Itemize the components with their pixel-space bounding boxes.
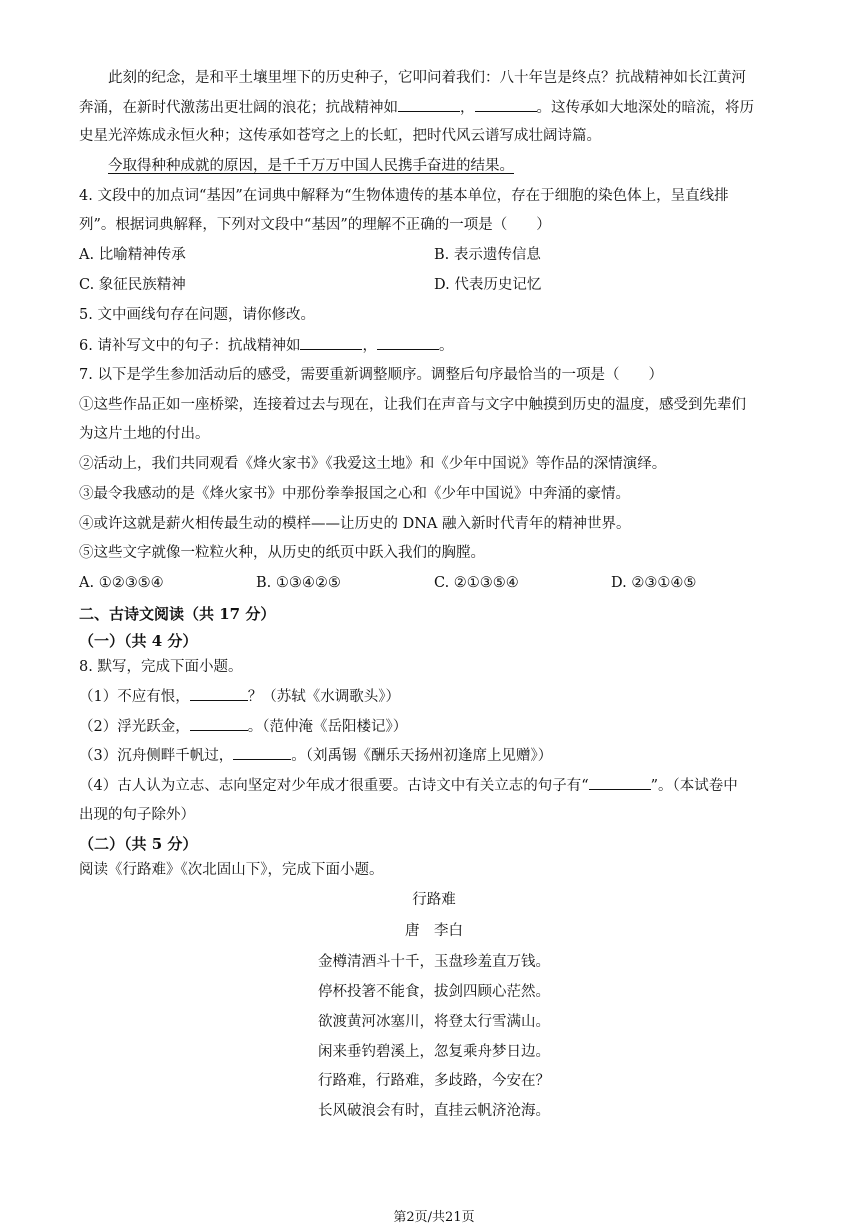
poem-line: 长风破浪会有时，直挂云帆济沧海。	[318, 1103, 550, 1119]
section-title: 二、古诗文阅读（共 17 分）	[79, 605, 276, 623]
option-c[interactable]: C. ②①③⑤④	[434, 575, 519, 591]
fill-blank[interactable]	[300, 335, 362, 350]
option-d[interactable]: D. ②③①④⑤	[611, 575, 697, 591]
question-7-stem: 7. 以下是学生参加活动后的感受，需要重新调整顺序。调整后句序最恰当的一项是（ ）	[79, 367, 663, 383]
question-text: 。（刘禹锡《酬乐天扬州初逢席上见赠》）	[291, 748, 553, 764]
question-text: （3）沉舟侧畔千帆过，	[79, 748, 234, 764]
sentence-1: ①这些作品正如一座桥梁，连接着过去与现在，让我们在声音与文字中触摸到历史的温度，感受到先辈们	[79, 397, 746, 413]
subsection-title: （一）（共 4 分）	[79, 632, 198, 650]
question-text: （1）不应有恨，	[79, 689, 190, 705]
fill-blank[interactable]	[398, 97, 460, 112]
passage-line: 此刻的纪念，是和平土壤里埋下的历史种子，它叩问着我们：八十年岂是终点？抗战精神如长江黄河	[108, 70, 746, 86]
question-8-stem: 8. 默写，完成下面小题。	[79, 659, 243, 675]
question-text: ，	[362, 338, 377, 354]
sentence-4: ④或许这就是薪火相传最生动的模样——让历史的 DNA 融入新时代青年的精神世界。	[79, 516, 631, 532]
fill-blank[interactable]	[589, 775, 651, 790]
option-c[interactable]: C. 象征民族精神	[79, 277, 186, 293]
option-a[interactable]: A. 比喻精神传承	[79, 247, 186, 263]
question-8-3	[79, 745, 552, 766]
question-text: 6. 请补写文中的句子：抗战精神如	[79, 338, 301, 354]
question-5: 5. 文中画线句存在问题，请你修改。	[79, 307, 315, 323]
poem-line: 停杯投箸不能食，拔剑四顾心茫然。	[318, 984, 550, 1000]
question-text: （4）古人认为立志、志向坚定对少年成才很重要。古诗文中有关立志的句子有“	[79, 778, 589, 794]
subsection-title: （二）（共 5 分）	[79, 835, 198, 853]
question-text: ”。（本试卷中	[650, 778, 738, 794]
passage-text: ，	[460, 100, 475, 116]
passage-line: 史星光淬炼成永恒火种；这传承如苍穹之上的长虹，把时代风云谱写成壮阔诗篇。	[79, 128, 601, 144]
passage-text: 。这传承如大地深处的暗流，将历	[536, 100, 754, 116]
fill-blank[interactable]	[190, 716, 248, 731]
fill-blank[interactable]	[475, 97, 537, 112]
poem-author: 唐 李白	[405, 923, 463, 939]
poem-line: 金樽清酒斗十千，玉盘珍羞直万钱。	[318, 954, 550, 970]
question-text: （2）浮光跃金，	[79, 719, 190, 735]
fill-blank[interactable]	[233, 745, 291, 760]
fill-blank[interactable]	[190, 686, 248, 701]
page-number: 第2页/共21页	[393, 1210, 475, 1225]
sentence-5: ⑤这些文字就像一粒粒火种，从历史的纸页中跃入我们的胸膛。	[79, 545, 485, 561]
question-6	[79, 335, 453, 356]
question-text: 。	[438, 338, 454, 354]
poem-line: 闲来垂钓碧溪上，忽复乘舟梦日边。	[318, 1044, 550, 1060]
fill-blank[interactable]	[377, 335, 439, 350]
passage-text: 奔涌，在新时代激荡出更壮阔的浪花；抗战精神如	[79, 100, 398, 116]
poem-title: 行路难	[412, 892, 456, 908]
question-4-stem: 列”。根据词典解释，下列对文段中“基因”的理解不正确的一项是（ ）	[79, 217, 551, 233]
question-text: 。（范仲淹《岳阳楼记》）	[247, 719, 408, 735]
option-b[interactable]: B. ①③④②⑤	[256, 575, 341, 591]
passage-line	[79, 97, 754, 118]
poem-line: 欲渡黄河冰塞川，将登太行雪满山。	[318, 1014, 550, 1030]
option-d[interactable]: D. 代表历史记忆	[434, 277, 542, 293]
question-8-4	[79, 775, 738, 796]
question-8-4: 出现的句子除外）	[79, 807, 195, 823]
option-a[interactable]: A. ①②③⑤④	[79, 575, 164, 591]
question-text: ？（苏轼《水调歌头》）	[247, 689, 400, 705]
underlined-sentence: 今取得种种成就的原因，是千千万万中国人民携手奋进的结果。	[108, 158, 514, 174]
reading-instruction: 阅读《行路难》《次北固山下》，完成下面小题。	[79, 862, 384, 878]
poem-line: 行路难，行路难，多歧路，今安在？	[318, 1073, 550, 1089]
sentence-1: 为这片土地的付出。	[79, 426, 210, 442]
question-8-2	[79, 716, 407, 737]
sentence-2: ②活动上，我们共同观看《烽火家书》《我爱这土地》和《少年中国说》等作品的深情演绎。	[79, 456, 667, 472]
sentence-3: ③最令我感动的是《烽火家书》中那份拳拳报国之心和《少年中国说》中奔涌的豪情。	[79, 486, 630, 502]
option-b[interactable]: B. 表示遗传信息	[434, 247, 541, 263]
question-8-1	[79, 686, 400, 707]
question-4-stem: 4. 文段中的加点词“基因”在词典中解释为“生物体遗传的基本单位，存在于细胞的染色体上，呈直线排	[79, 188, 729, 204]
